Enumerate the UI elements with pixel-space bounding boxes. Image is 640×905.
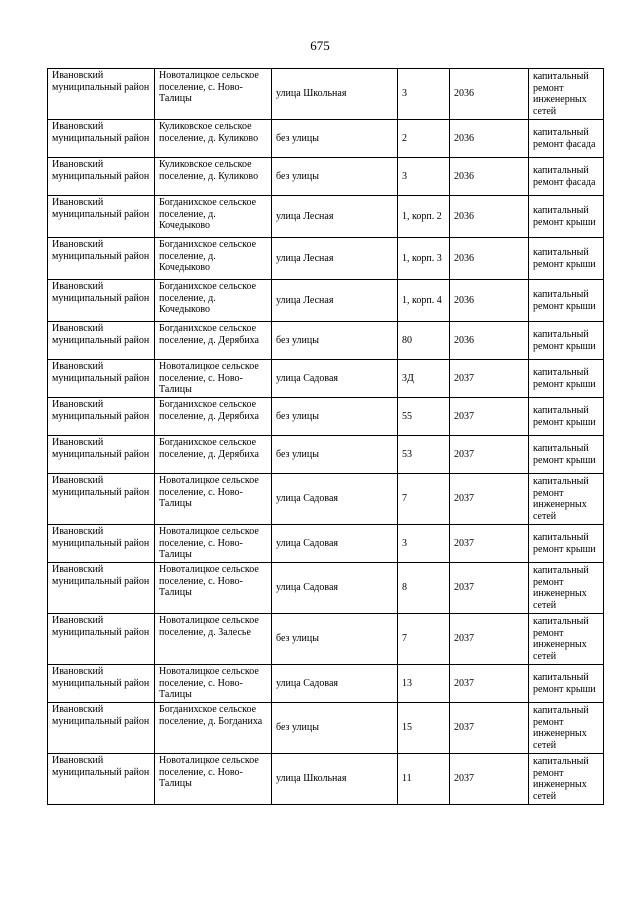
work-type-cell: капитальный ремонт инженерных сетей bbox=[529, 754, 604, 805]
year-cell: 2036 bbox=[450, 322, 529, 360]
table-row bbox=[48, 614, 604, 665]
settlement-cell: Куликовское сельское поселение, д. Куликово bbox=[155, 158, 272, 196]
house-cell: 15 bbox=[398, 703, 450, 754]
table-row bbox=[48, 754, 604, 805]
district-cell: Ивановский муниципальный район bbox=[48, 703, 155, 754]
settlement-cell: Новоталицкое сельское поселение, с. Ново-Талицы bbox=[155, 474, 272, 525]
district-cell: Ивановский муниципальный район bbox=[48, 398, 155, 436]
year-cell: 2037 bbox=[450, 754, 529, 805]
house-cell: 3Д bbox=[398, 360, 450, 398]
year-cell: 2036 bbox=[450, 120, 529, 158]
year-cell: 2036 bbox=[450, 158, 529, 196]
house-cell: 7 bbox=[398, 474, 450, 525]
house-cell: 1, корп. 4 bbox=[398, 280, 450, 322]
year-cell: 2036 bbox=[450, 280, 529, 322]
page-number: 675 bbox=[310, 38, 330, 53]
district-cell: Ивановский муниципальный район bbox=[48, 525, 155, 563]
house-cell: 8 bbox=[398, 563, 450, 614]
year-cell: 2037 bbox=[450, 665, 529, 703]
street-cell: без улицы bbox=[272, 120, 398, 158]
year-cell: 2037 bbox=[450, 436, 529, 474]
house-cell: 2 bbox=[398, 120, 450, 158]
work-type-cell: капитальный ремонт крыши bbox=[529, 196, 604, 238]
work-type-cell: капитальный ремонт крыши bbox=[529, 238, 604, 280]
street-cell: без улицы bbox=[272, 398, 398, 436]
table-row bbox=[48, 196, 604, 238]
settlement-cell: Новоталицкое сельское поселение, с. Ново-Талицы bbox=[155, 754, 272, 805]
street-cell: улица Школьная bbox=[272, 69, 398, 120]
street-cell: без улицы bbox=[272, 322, 398, 360]
street-cell: улица Школьная bbox=[272, 754, 398, 805]
table-row bbox=[48, 158, 604, 196]
district-cell: Ивановский муниципальный район bbox=[48, 360, 155, 398]
settlement-cell: Богданихское сельское поселение, д. Кочедыково bbox=[155, 238, 272, 280]
settlement-cell: Новоталицкое сельское поселение, с. Ново-Талицы bbox=[155, 525, 272, 563]
work-type-cell: капитальный ремонт фасада bbox=[529, 120, 604, 158]
district-cell: Ивановский муниципальный район bbox=[48, 238, 155, 280]
house-cell: 7 bbox=[398, 614, 450, 665]
year-cell: 2036 bbox=[450, 238, 529, 280]
table-row bbox=[48, 280, 604, 322]
year-cell: 2036 bbox=[450, 196, 529, 238]
house-cell: 3 bbox=[398, 158, 450, 196]
settlement-cell: Новоталицкое сельское поселение, с. Ново-Талицы bbox=[155, 563, 272, 614]
house-cell: 11 bbox=[398, 754, 450, 805]
settlement-cell: Новоталицкое сельское поселение, с. Ново-Талицы bbox=[155, 665, 272, 703]
work-type-cell: капитальный ремонт крыши bbox=[529, 436, 604, 474]
table-row bbox=[48, 474, 604, 525]
district-cell: Ивановский муниципальный район bbox=[48, 665, 155, 703]
work-type-cell: капитальный ремонт фасада bbox=[529, 158, 604, 196]
district-cell: Ивановский муниципальный район bbox=[48, 322, 155, 360]
work-type-cell: капитальный ремонт крыши bbox=[529, 665, 604, 703]
table-row bbox=[48, 398, 604, 436]
settlement-cell: Новоталицкое сельское поселение, д. Залесье bbox=[155, 614, 272, 665]
house-cell: 3 bbox=[398, 525, 450, 563]
year-cell: 2037 bbox=[450, 360, 529, 398]
district-cell: Ивановский муниципальный район bbox=[48, 754, 155, 805]
year-cell: 2037 bbox=[450, 474, 529, 525]
table-row bbox=[48, 360, 604, 398]
street-cell: улица Садовая bbox=[272, 563, 398, 614]
year-cell: 2037 bbox=[450, 614, 529, 665]
work-type-cell: капитальный ремонт крыши bbox=[529, 322, 604, 360]
house-cell: 1, корп. 2 bbox=[398, 196, 450, 238]
year-cell: 2037 bbox=[450, 703, 529, 754]
settlement-cell: Богданихское сельское поселение, д. Дерябиха bbox=[155, 322, 272, 360]
street-cell: улица Лесная bbox=[272, 196, 398, 238]
street-cell: улица Садовая bbox=[272, 665, 398, 703]
table-body bbox=[48, 69, 604, 805]
district-cell: Ивановский муниципальный район bbox=[48, 436, 155, 474]
district-cell: Ивановский муниципальный район bbox=[48, 474, 155, 525]
table-row bbox=[48, 665, 604, 703]
house-cell: 80 bbox=[398, 322, 450, 360]
house-cell: 53 bbox=[398, 436, 450, 474]
table-row bbox=[48, 69, 604, 120]
table-row bbox=[48, 563, 604, 614]
settlement-cell: Богданихское сельское поселение, д. Кочедыково bbox=[155, 280, 272, 322]
work-type-cell: капитальный ремонт крыши bbox=[529, 525, 604, 563]
work-type-cell: капитальный ремонт инженерных сетей bbox=[529, 563, 604, 614]
work-type-cell: капитальный ремонт инженерных сетей bbox=[529, 474, 604, 525]
house-cell: 55 bbox=[398, 398, 450, 436]
work-type-cell: капитальный ремонт инженерных сетей bbox=[529, 69, 604, 120]
settlement-cell: Богданихское сельское поселение, д. Богданиха bbox=[155, 703, 272, 754]
district-cell: Ивановский муниципальный район bbox=[48, 563, 155, 614]
table-row bbox=[48, 703, 604, 754]
house-cell: 13 bbox=[398, 665, 450, 703]
work-type-cell: капитальный ремонт крыши bbox=[529, 360, 604, 398]
table-row bbox=[48, 436, 604, 474]
year-cell: 2037 bbox=[450, 563, 529, 614]
street-cell: улица Садовая bbox=[272, 360, 398, 398]
table-row bbox=[48, 525, 604, 563]
repair-schedule-table bbox=[47, 68, 604, 805]
year-cell: 2036 bbox=[450, 69, 529, 120]
street-cell: без улицы bbox=[272, 614, 398, 665]
table-row bbox=[48, 238, 604, 280]
table-row bbox=[48, 120, 604, 158]
district-cell: Ивановский муниципальный район bbox=[48, 614, 155, 665]
street-cell: улица Лесная bbox=[272, 280, 398, 322]
street-cell: без улицы bbox=[272, 436, 398, 474]
settlement-cell: Богданихское сельское поселение, д. Кочедыково bbox=[155, 196, 272, 238]
district-cell: Ивановский муниципальный район bbox=[48, 158, 155, 196]
settlement-cell: Богданихское сельское поселение, д. Дерябиха bbox=[155, 436, 272, 474]
settlement-cell: Новоталицкое сельское поселение, с. Ново-Талицы bbox=[155, 360, 272, 398]
house-cell: 3 bbox=[398, 69, 450, 120]
house-cell: 1, корп. 3 bbox=[398, 238, 450, 280]
work-type-cell: капитальный ремонт инженерных сетей bbox=[529, 703, 604, 754]
work-type-cell: капитальный ремонт крыши bbox=[529, 398, 604, 436]
street-cell: без улицы bbox=[272, 703, 398, 754]
district-cell: Ивановский муниципальный район bbox=[48, 69, 155, 120]
street-cell: улица Садовая bbox=[272, 474, 398, 525]
district-cell: Ивановский муниципальный район bbox=[48, 280, 155, 322]
district-cell: Ивановский муниципальный район bbox=[48, 120, 155, 158]
street-cell: без улицы bbox=[272, 158, 398, 196]
settlement-cell: Новоталицкое сельское поселение, с. Ново-Талицы bbox=[155, 69, 272, 120]
settlement-cell: Богданихское сельское поселение, д. Дерябиха bbox=[155, 398, 272, 436]
street-cell: улица Лесная bbox=[272, 238, 398, 280]
district-cell: Ивановский муниципальный район bbox=[48, 196, 155, 238]
settlement-cell: Куликовское сельское поселение, д. Куликово bbox=[155, 120, 272, 158]
table-row bbox=[48, 322, 604, 360]
year-cell: 2037 bbox=[450, 398, 529, 436]
work-type-cell: капитальный ремонт инженерных сетей bbox=[529, 614, 604, 665]
street-cell: улица Садовая bbox=[272, 525, 398, 563]
work-type-cell: капитальный ремонт крыши bbox=[529, 280, 604, 322]
year-cell: 2037 bbox=[450, 525, 529, 563]
